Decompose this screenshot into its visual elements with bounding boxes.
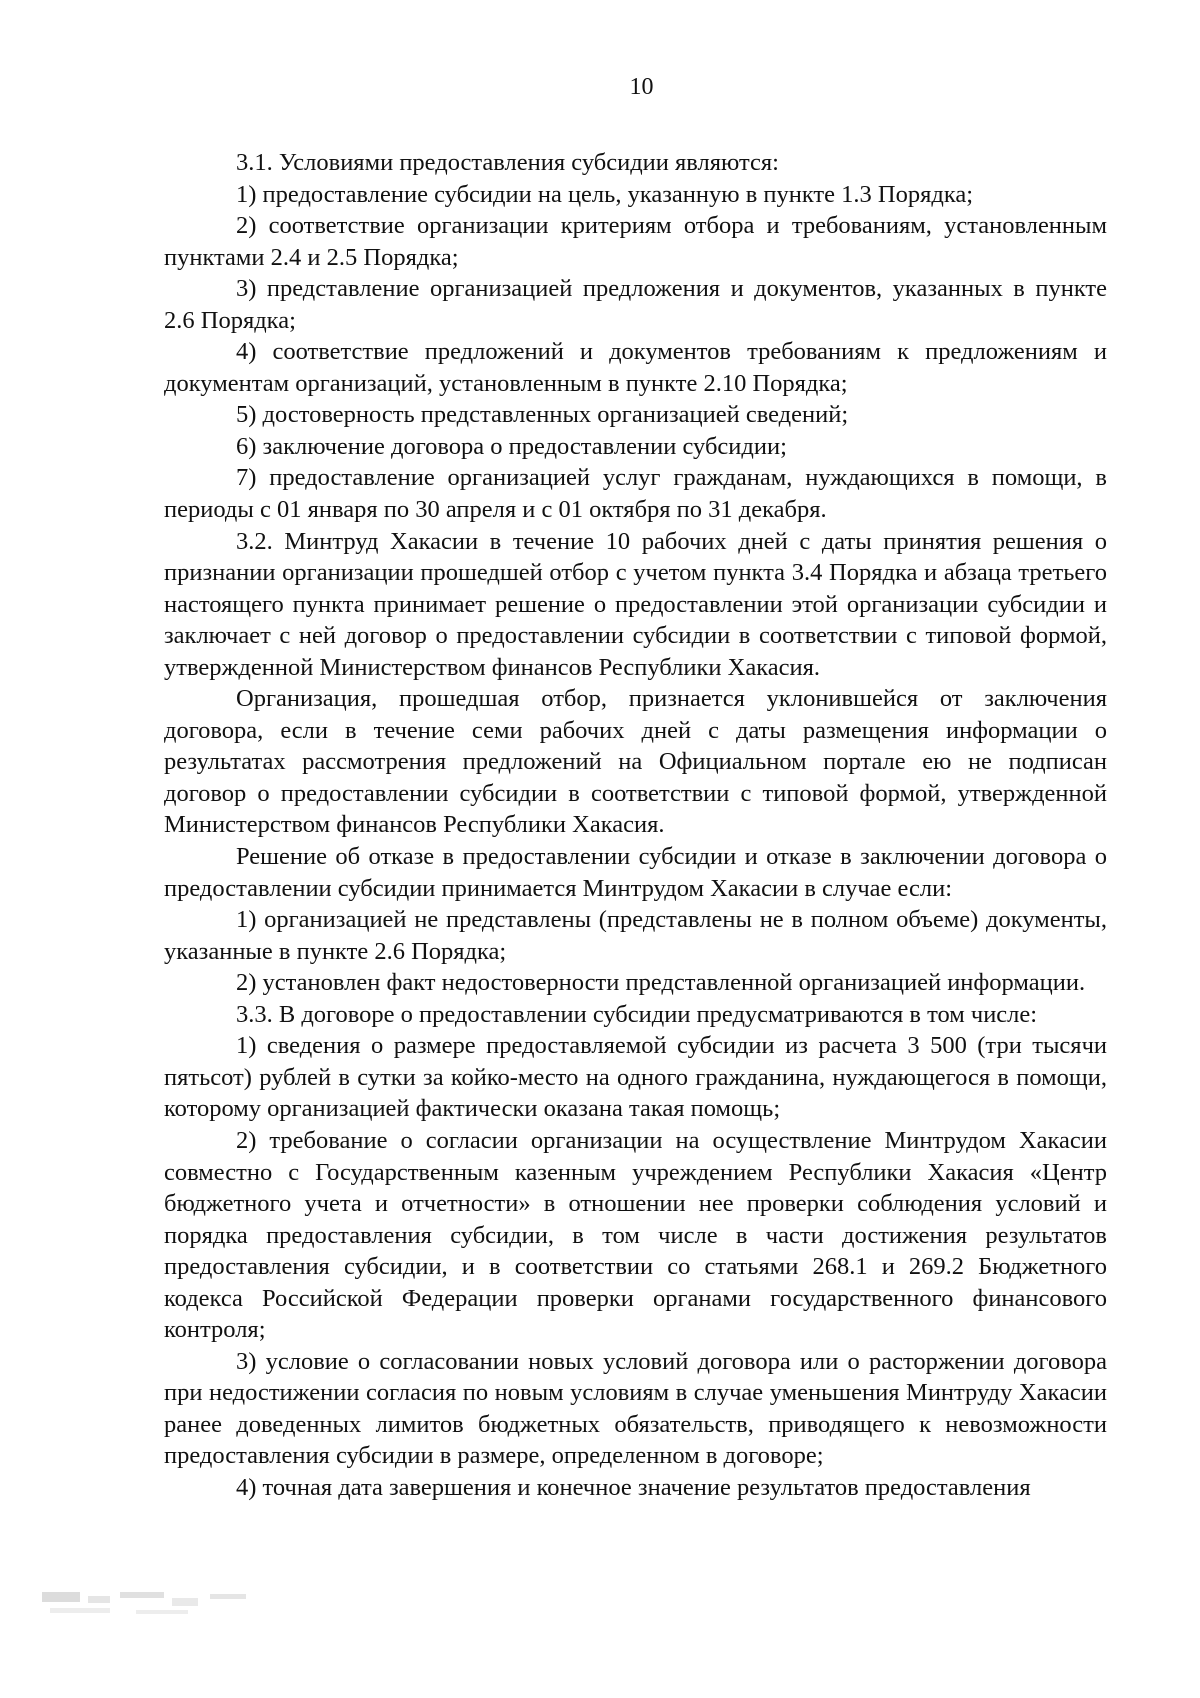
paragraph-refusal-item-1: 1) организацией не представлены (представлены не в полном объеме) документы, указанные в пункте 2.6 Порядка;	[164, 906, 1107, 965]
paragraph-3-1-item-6: 6) заключение договора о предоставлении субсидии;	[236, 432, 787, 460]
paragraph-3-3-item-4: 4) точная дата завершения и конечное значение результатов предоставления	[236, 1473, 1031, 1501]
paragraph-3-1-item-7: 7) предоставление организацией услуг гражданам, нуждающихся в помощи, в периоды с 01 января по 30 апреля и с 01 октября по 31 декабря.	[164, 464, 1107, 524]
paragraph-3-1-item-2: 2) соответствие организации критериям отбора и требованиям, установленным пунктами 2.4 и 2.5 Порядка;	[164, 212, 1107, 271]
paragraph-3-1-item-5: 5) достоверность представленных организацией сведений;	[236, 401, 849, 429]
paragraph-3-3-item-3: 3) условие о согласовании новых условий договора или о расторжении договора при недостижении согласия по новым условиям в случае уменьшения Минтруду Хакасии ранее доведенных лимитов бюджетных обязательств, приводящего к невозможности предоставления субсидии в размере, определенном в договоре;	[164, 1347, 1107, 1470]
paragraph-3-3-item-2: 2) требование о согласии организации на осуществление Минтрудом Хакасии совместно с Государственным казенным учреждением Республики Хакасия «Центр бюджетного учета и отчетности» в отношении нее проверки соблюдения условий и порядка предоставления субсидии, в том числе в части достижения результатов предоставления субсидии, и в соответствии со статьями 268.1 и 269.2 Бюджетного кодекса Российской Федерации проверки органами государственного финансового контроля;	[164, 1126, 1107, 1344]
paragraph-3-1-item-4: 4) соответствие предложений и документов требованиям к предложениям и документам организаций, установленным в пункте 2.10 Порядка;	[164, 338, 1107, 397]
document-body	[164, 147, 1107, 1504]
paragraph-refusal-item-2: 2) установлен факт недостоверности представленной организацией информации.	[236, 969, 1086, 997]
page-number: 10	[629, 74, 654, 100]
paragraph-3-3-heading: 3.3. В договоре о предоставлении субсидии предусматриваются в том числе:	[236, 1000, 1038, 1028]
paragraph-refusal-decision: Решение об отказе в предоставлении субсидии и отказе в заключении договора о предоставлении субсидии принимается Минтрудом Хакасии в случае если:	[164, 843, 1107, 902]
scan-artifact	[40, 1588, 260, 1622]
paragraph-3-1-item-3: 3) представление организацией предложения и документов, указанных в пункте 2.6 Порядка;	[164, 275, 1107, 334]
paragraph-evasion-rule: Организация, прошедшая отбор, признается уклонившейся от заключения договора, если в течение семи рабочих дней с даты размещения информации о результатах рассмотрения предложений на Официальном портале ею не подписан договор о предоставлении субсидии в соответствии с типовой формой, утвержденной Министерством финансов Республики Хакасия.	[164, 685, 1107, 839]
paragraph-3-1-heading: 3.1. Условиями предоставления субсидии являются:	[236, 149, 779, 176]
paragraph-3-2: 3.2. Минтруд Хакасии в течение 10 рабочих дней с даты принятия решения о признании организации прошедшей отбор с учетом пункта 3.4 Порядка и абзаца третьего настоящего пункта принимает решение о предоставлении этой организации субсидии и заключает с ней договор о предоставлении субсидии в соответствии с типовой формой, утвержденной Министерством финансов Республики Хакасия.	[164, 527, 1107, 681]
paragraph-3-3-item-1: 1) сведения о размере предоставляемой субсидии из расчета 3 500 (три тысячи пятьсот) рублей в сутки за койко-место на одного гражданина, нуждающегося в помощи, которому организацией фактически оказана такая помощь;	[164, 1032, 1107, 1123]
paragraph-3-1-item-1: 1) предоставление субсидии на цель, указанную в пункте 1.3 Порядка;	[236, 180, 974, 208]
